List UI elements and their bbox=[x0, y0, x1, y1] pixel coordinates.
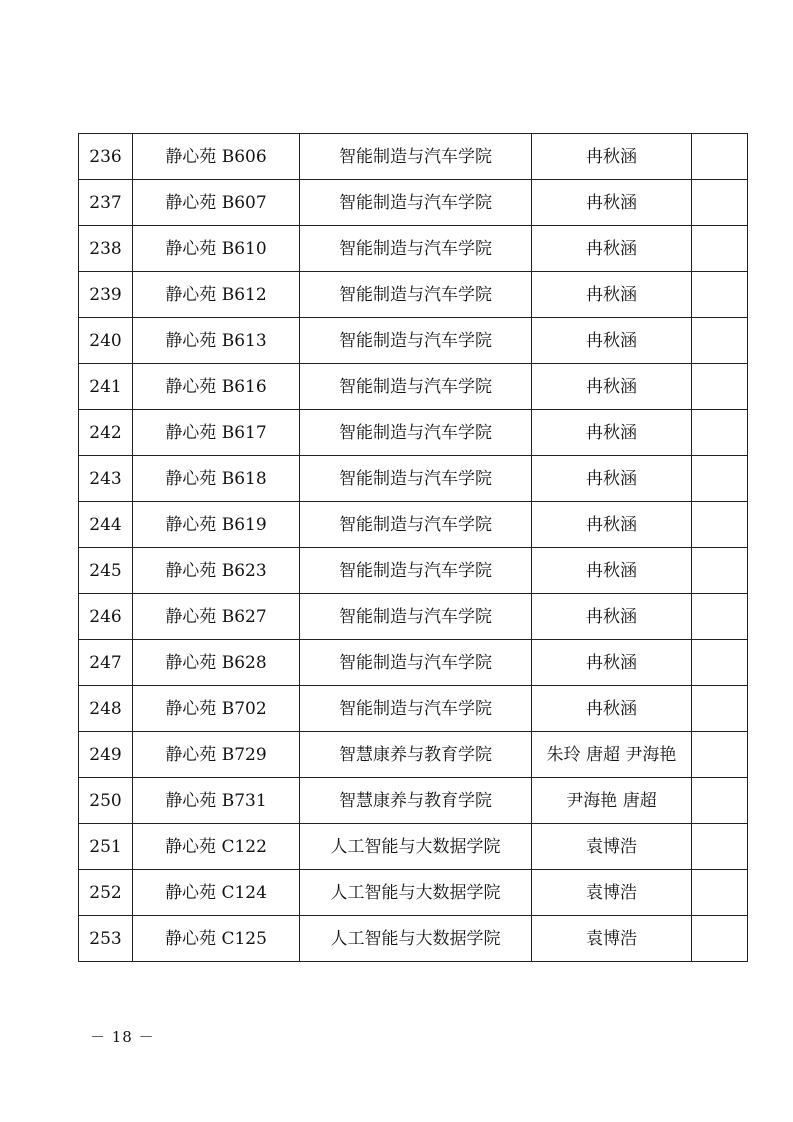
cell-room: 静心苑 C125 bbox=[133, 916, 300, 962]
cell-note bbox=[692, 824, 748, 870]
cell-number: 236 bbox=[79, 134, 133, 180]
cell-note bbox=[692, 134, 748, 180]
cell-college: 智能制造与汽车学院 bbox=[300, 410, 532, 456]
cell-person: 袁博浩 bbox=[532, 824, 692, 870]
cell-number: 253 bbox=[79, 916, 133, 962]
cell-college: 人工智能与大数据学院 bbox=[300, 824, 532, 870]
cell-room: 静心苑 B729 bbox=[133, 732, 300, 778]
cell-note bbox=[692, 456, 748, 502]
cell-person: 袁博浩 bbox=[532, 870, 692, 916]
dormitory-table bbox=[78, 133, 748, 962]
cell-note bbox=[692, 318, 748, 364]
cell-college: 智能制造与汽车学院 bbox=[300, 272, 532, 318]
cell-note bbox=[692, 502, 748, 548]
cell-number: 243 bbox=[79, 456, 133, 502]
cell-number: 240 bbox=[79, 318, 133, 364]
cell-person: 尹海艳 唐超 bbox=[532, 778, 692, 824]
cell-college: 人工智能与大数据学院 bbox=[300, 916, 532, 962]
table-row bbox=[79, 410, 748, 456]
cell-note bbox=[692, 410, 748, 456]
cell-person: 冉秋涵 bbox=[532, 226, 692, 272]
table-row bbox=[79, 318, 748, 364]
cell-room: 静心苑 B731 bbox=[133, 778, 300, 824]
table-row bbox=[79, 134, 748, 180]
cell-number: 250 bbox=[79, 778, 133, 824]
table-row bbox=[79, 640, 748, 686]
cell-number: 246 bbox=[79, 594, 133, 640]
cell-note bbox=[692, 180, 748, 226]
table-row bbox=[79, 456, 748, 502]
table-row bbox=[79, 732, 748, 778]
cell-person: 冉秋涵 bbox=[532, 548, 692, 594]
cell-person: 袁博浩 bbox=[532, 916, 692, 962]
cell-room: 静心苑 B613 bbox=[133, 318, 300, 364]
cell-person: 冉秋涵 bbox=[532, 640, 692, 686]
cell-person: 冉秋涵 bbox=[532, 318, 692, 364]
cell-college: 智能制造与汽车学院 bbox=[300, 180, 532, 226]
table-row bbox=[79, 502, 748, 548]
cell-room: 静心苑 B617 bbox=[133, 410, 300, 456]
cell-number: 249 bbox=[79, 732, 133, 778]
cell-person: 朱玲 唐超 尹海艳 bbox=[532, 732, 692, 778]
cell-room: 静心苑 B627 bbox=[133, 594, 300, 640]
cell-number: 237 bbox=[79, 180, 133, 226]
cell-number: 252 bbox=[79, 870, 133, 916]
cell-number: 247 bbox=[79, 640, 133, 686]
table-row bbox=[79, 824, 748, 870]
cell-person: 冉秋涵 bbox=[532, 594, 692, 640]
cell-person: 冉秋涵 bbox=[532, 686, 692, 732]
cell-number: 241 bbox=[79, 364, 133, 410]
cell-note bbox=[692, 548, 748, 594]
cell-college: 智能制造与汽车学院 bbox=[300, 686, 532, 732]
cell-number: 245 bbox=[79, 548, 133, 594]
cell-note bbox=[692, 916, 748, 962]
table-row bbox=[79, 548, 748, 594]
cell-room: 静心苑 C124 bbox=[133, 870, 300, 916]
cell-room: 静心苑 B610 bbox=[133, 226, 300, 272]
table-row bbox=[79, 870, 748, 916]
page-number: － 18 － bbox=[90, 1028, 155, 1046]
cell-note bbox=[692, 272, 748, 318]
cell-college: 智能制造与汽车学院 bbox=[300, 134, 532, 180]
cell-note bbox=[692, 686, 748, 732]
table-row bbox=[79, 272, 748, 318]
cell-room: 静心苑 B607 bbox=[133, 180, 300, 226]
table-row bbox=[79, 686, 748, 732]
cell-note bbox=[692, 870, 748, 916]
cell-note bbox=[692, 640, 748, 686]
cell-person: 冉秋涵 bbox=[532, 180, 692, 226]
cell-college: 智能制造与汽车学院 bbox=[300, 456, 532, 502]
cell-note bbox=[692, 778, 748, 824]
cell-college: 智能制造与汽车学院 bbox=[300, 318, 532, 364]
cell-college: 智慧康养与教育学院 bbox=[300, 732, 532, 778]
cell-note bbox=[692, 594, 748, 640]
cell-room: 静心苑 B616 bbox=[133, 364, 300, 410]
cell-college: 智能制造与汽车学院 bbox=[300, 640, 532, 686]
table-row bbox=[79, 778, 748, 824]
cell-number: 251 bbox=[79, 824, 133, 870]
table-row bbox=[79, 226, 748, 272]
cell-college: 人工智能与大数据学院 bbox=[300, 870, 532, 916]
table-row bbox=[79, 594, 748, 640]
table-row bbox=[79, 364, 748, 410]
cell-person: 冉秋涵 bbox=[532, 410, 692, 456]
cell-room: 静心苑 B702 bbox=[133, 686, 300, 732]
cell-room: 静心苑 B619 bbox=[133, 502, 300, 548]
cell-room: 静心苑 B618 bbox=[133, 456, 300, 502]
cell-college: 智能制造与汽车学院 bbox=[300, 226, 532, 272]
table-row bbox=[79, 180, 748, 226]
cell-person: 冉秋涵 bbox=[532, 456, 692, 502]
cell-number: 244 bbox=[79, 502, 133, 548]
cell-room: 静心苑 B612 bbox=[133, 272, 300, 318]
cell-note bbox=[692, 732, 748, 778]
table-body bbox=[79, 134, 748, 962]
cell-number: 238 bbox=[79, 226, 133, 272]
cell-number: 239 bbox=[79, 272, 133, 318]
cell-number: 248 bbox=[79, 686, 133, 732]
cell-room: 静心苑 B628 bbox=[133, 640, 300, 686]
cell-room: 静心苑 C122 bbox=[133, 824, 300, 870]
cell-person: 冉秋涵 bbox=[532, 272, 692, 318]
cell-room: 静心苑 B606 bbox=[133, 134, 300, 180]
cell-person: 冉秋涵 bbox=[532, 502, 692, 548]
cell-note bbox=[692, 226, 748, 272]
cell-person: 冉秋涵 bbox=[532, 364, 692, 410]
cell-note bbox=[692, 364, 748, 410]
cell-college: 智能制造与汽车学院 bbox=[300, 548, 532, 594]
cell-college: 智能制造与汽车学院 bbox=[300, 502, 532, 548]
cell-number: 242 bbox=[79, 410, 133, 456]
cell-college: 智慧康养与教育学院 bbox=[300, 778, 532, 824]
table-row bbox=[79, 916, 748, 962]
cell-person: 冉秋涵 bbox=[532, 134, 692, 180]
cell-room: 静心苑 B623 bbox=[133, 548, 300, 594]
cell-college: 智能制造与汽车学院 bbox=[300, 364, 532, 410]
cell-college: 智能制造与汽车学院 bbox=[300, 594, 532, 640]
